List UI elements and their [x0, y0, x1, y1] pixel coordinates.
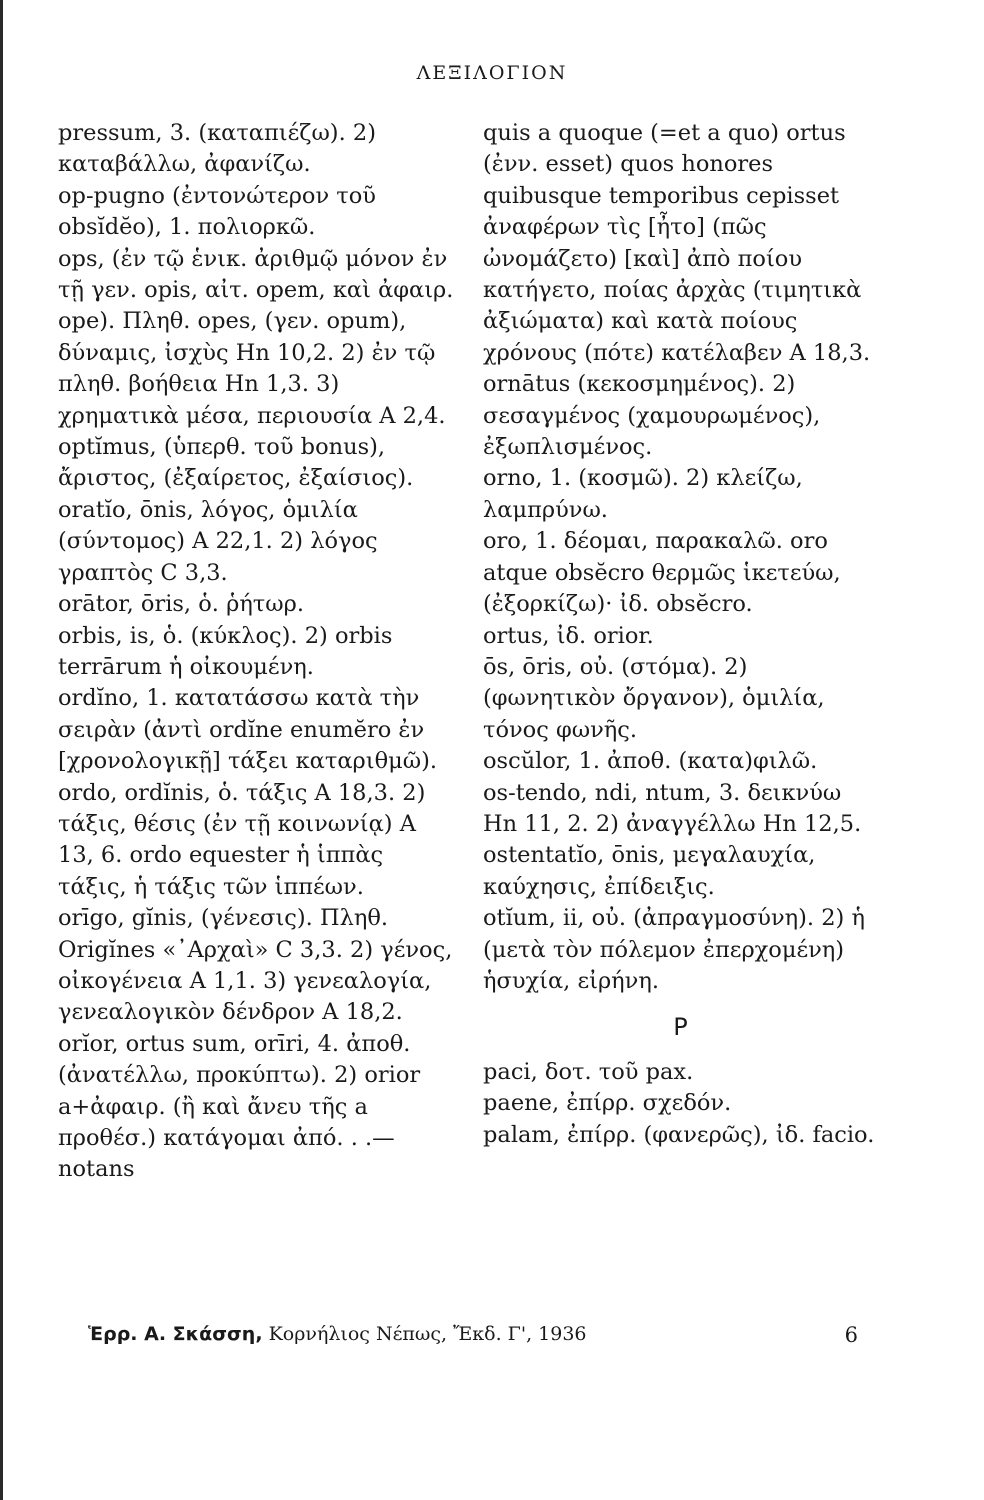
dictionary-entry: op-pugno (ἐντονώτερον τοῦ obsĭdĕo), 1. πολιορκῶ.: [58, 182, 376, 241]
page-spine-edge: [0, 0, 3, 1500]
dictionary-entry: ōs, ōris, οὐ. (στόμα). 2) (φωνητικὸν ὄργανον), ὁμιλία, τόνος φωνῆς.: [483, 653, 825, 743]
dictionary-entry: quis a quoque (=et a quo) ortus (ἐνν. esset) quos honores quibusque temporibus cepisset ἀναφέρων τὶς [ἦτο] (πῶς ὠνομάζετο) [καὶ] ἀπὸ ποίου κατήγετο, ποίας ἀρχὰς (τιμητικὰ ἀξιώματα) καὶ κατὰ ποίους χρόνους (πότε) κατέλαβεν A 18,3.: [483, 120, 871, 366]
page-header: ΛΕΞΙΛΟΓΙΟΝ: [416, 62, 568, 84]
dictionary-entry: otĭum, ii, οὐ. (ἀπραγμοσύνη). 2) ἡ (μετὰ τὸν πόλεμον ἐπερχομένη) ἡσυχία, εἰρήνη.: [483, 905, 865, 994]
dictionary-entry: orno, 1. (κοσμῶ). 2) κλείζω, λαμπρύνω.: [483, 465, 803, 523]
dictionary-entry: oro, 1. δέομαι, παρακαλῶ. oro atque obsĕcro θερμῶς ἱκετεύω, (ἐξορκίζω)· ἰδ. obsĕcro.: [483, 528, 841, 618]
dictionary-entry: ostentatĭo, ōnis, μεγαλαυχία, καύχησις, ἐπίδειξις.: [483, 842, 816, 900]
dictionary-entry: paene, ἐπίρρ. σχεδόν.: [483, 1090, 732, 1117]
footer-author: Ἑρρ. Α. Σκάσση,: [88, 1323, 263, 1345]
dictionary-entry: ortus, ἰδ. orior.: [483, 622, 654, 649]
dictionary-entry: ops, (ἐν τῷ ἑνικ. ἀριθμῷ μόνον ἐν τῇ γεν. opis, αἰτ. opem, καὶ ἀφαιρ. ope). Πληθ. opes, (γεν. opum), δύναμις, ἰσχὺς Hn 10,2. 2) ἐν τῷ πληθ. βοήθεια Hn 1,3. 3) χρηματικὰ μέσα, περιουσία A 2,4.: [58, 245, 454, 429]
page-footer: [88, 1323, 888, 1345]
dictionary-entry: orātor, ōris, ὁ. ῥήτωρ.: [58, 591, 304, 618]
dictionary-entry: ornātus (κεκοσμημένος). 2) σεσαγμένος (χαμουρωμένος), ἐξωπλισμένος.: [483, 371, 821, 461]
dictionary-entry: orbis, is, ὁ. (κύκλος). 2) orbis terrārum ἡ οἰκουμένη.: [58, 622, 393, 680]
dictionary-entry: pressum, 3. (καταπιέζω). 2) καταβάλλω, ἀφανίζω.: [58, 120, 376, 178]
dictionary-entry: ordo, ordĭnis, ὁ. τάξις A 18,3. 2) τάξις, θέσις (ἐν τῇ κοινωνίᾳ) A 13, 6. ordo equester ἡ ἱππὰς τάξις, ἡ τάξις τῶν ἱππέων.: [58, 779, 426, 900]
page-number: 6: [844, 1323, 858, 1347]
dictionary-entry: optĭmus, (ὑπερθ. τοῦ bonus), ἄριστος, (ἐξαίρετος, ἐξαίσιος).: [58, 434, 414, 492]
dictionary-entry: oratĭo, ōnis, λόγος, ὁμιλία (σύντομος) A 22,1. 2) λόγος γραπτὸς C 3,3.: [58, 496, 378, 586]
dictionary-entry: paci, δοτ. τοῦ pax.: [483, 1058, 694, 1085]
dictionary-entry: oscŭlor, 1. ἀποθ. (κατα)φιλῶ.: [483, 748, 818, 775]
dictionary-entry: ordĭno, 1. κατατάσσω κατὰ τὴν σειρὰν (ἀντὶ ordĭne enumĕro ἐν [χρονολογικῇ] τάξει καταριθμῶ).: [58, 685, 438, 775]
dictionary-entry: os-tendo, ndi, ntum, 3. δεικνύω Hn 11, 2. 2) ἀναγγέλλω Hn 12,5.: [483, 779, 862, 837]
left-column: [58, 118, 458, 1186]
section-letter: P: [673, 1013, 688, 1042]
dictionary-entry: orīgo, gĭnis, (γένεσις). Πληθ. Origĭnes «᾽Αρχαὶ» C 3,3. 2) γένος, οἰκογένεια A 1,1. 3) γενεαλογία, γενεαλογικὸν δένδρον A 18,2.: [58, 905, 453, 1026]
dictionary-entry: palam, ἐπίρρ. (φανερῶς), ἰδ. facio.: [483, 1121, 875, 1148]
dictionary-entry: orĭor, ortus sum, orīri, 4. ἀποθ. (ἀνατέλλω, προκύπτω). 2) orior a+ἀφαιρ. (ἢ καὶ ἄνευ τῆς a προθέσ.) κατάγομαι ἀπό. . .—notans: [58, 1030, 421, 1183]
right-column: [483, 118, 878, 1151]
footer-citation: Κορνήλιος Νέπως, Ἔκδ. Γ', 1936: [268, 1323, 587, 1345]
